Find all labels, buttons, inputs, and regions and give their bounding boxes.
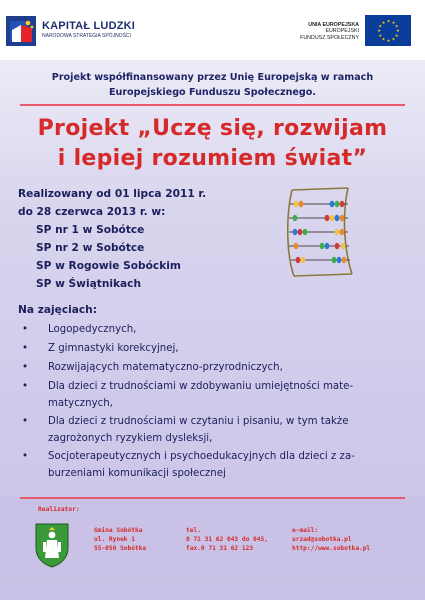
- project-title-line2: i lepiej rozumiem świat”: [57, 146, 368, 171]
- footer-phone-line3: fax.0 71 31 62 123: [186, 545, 254, 552]
- school-item: SP w Świątnikach: [36, 278, 142, 290]
- class-item-text: Dla dzieci z trudnościami w zdobywaniu umiejętności mate-: [48, 381, 354, 392]
- class-item-text: Dla dzieci z trudnościami w czytaniu i pisaniu, w tym także: [48, 416, 349, 427]
- divider-top: [20, 104, 405, 106]
- footer-address-line3: 55-050 Sobótka: [94, 545, 147, 552]
- header-bar: [0, 0, 425, 60]
- eu-label-line2: EUROPEJSKI: [325, 28, 359, 35]
- svg-text:★: ★: [391, 19, 396, 25]
- abacus-icon: [282, 184, 362, 282]
- svg-text:★: ★: [377, 28, 381, 34]
- cofinance-line2: Europejskiego Funduszu Społecznego.: [108, 87, 317, 98]
- eu-flag-icon: [365, 15, 411, 46]
- class-item-text: Logopedycznych,: [48, 324, 137, 335]
- intro-line1: Realizowany od 01 lipca 2011 r.: [18, 188, 207, 200]
- class-item-text: Socjoterapeutycznych i psychoedukacyjnych dla dzieci z za-: [48, 451, 355, 462]
- kapital-ludzki-title: KAPITAŁ LUDZKI: [42, 20, 136, 32]
- school-item: SP nr 2 w Sobótce: [36, 242, 145, 254]
- svg-text:★: ★: [386, 38, 391, 43]
- eu-label-line3: FUNDUSZ SPOŁECZNY: [300, 34, 359, 41]
- school-item: SP nr 1 w Sobótce: [36, 224, 145, 236]
- svg-text:★: ★: [394, 23, 399, 29]
- divider-bottom: [20, 497, 405, 499]
- bullet-icon: •: [22, 324, 29, 335]
- bullet-icon: •: [22, 362, 29, 373]
- svg-text:★: ★: [381, 36, 386, 42]
- bullet-icon: •: [22, 381, 29, 392]
- intro-line2: do 28 czerwca 2013 r. w:: [18, 206, 166, 218]
- footer-label: Realizator:: [38, 506, 80, 513]
- classes-heading: Na zajęciach:: [18, 304, 97, 316]
- class-item-continuation: matycznych,: [48, 398, 113, 409]
- class-item-text: Z gimnastyki korekcyjnej,: [48, 343, 179, 354]
- class-item-continuation: burzeniami komunikacji społecznej: [48, 468, 226, 479]
- svg-text:★: ★: [386, 18, 391, 24]
- svg-text:★: ★: [391, 36, 396, 42]
- eu-label: [300, 22, 359, 41]
- project-title-line1: Projekt „Uczę się, rozwijam: [37, 116, 388, 141]
- class-item-text: Rozwijających matematyczno-przyrodniczych,: [48, 362, 283, 373]
- svg-text:★: ★: [394, 33, 399, 38]
- school-item: SP w Rogowie Sobóckim: [36, 260, 181, 272]
- kapital-ludzki-subtitle: NARODOWA STRATEGIA SPÓJNOŚCI: [42, 33, 131, 39]
- footer-email-link[interactable]: urzad@sobotka.pl: [292, 536, 352, 543]
- footer-contact-line1: e-mail:: [292, 527, 319, 534]
- svg-text:★: ★: [378, 33, 383, 38]
- svg-text:★: ★: [378, 23, 383, 29]
- bullet-icon: •: [22, 416, 29, 427]
- kapital-ludzki-logo-icon: [6, 16, 36, 46]
- class-item-continuation: zagrożonych ryzykiem dysleksji,: [48, 433, 213, 444]
- footer-address: [94, 526, 146, 553]
- footer-phone: [186, 526, 268, 553]
- svg-text:★: ★: [381, 19, 386, 25]
- footer-address-line2: ul. Rynek 1: [94, 536, 135, 543]
- eu-label-line1: UNIA EUROPEJSKA: [308, 22, 359, 28]
- footer-phone-line1: tel.: [186, 527, 201, 534]
- cofinance-line1: Projekt współfinansowany przez Unię Europejską w ramach: [51, 72, 374, 83]
- svg-text:★: ★: [396, 28, 400, 34]
- footer-contact: [292, 526, 370, 553]
- bullet-icon: •: [22, 451, 29, 462]
- footer-address-line1: Gmina Sobótka: [94, 527, 143, 534]
- footer-website-link[interactable]: http://www.sobotka.pl: [292, 545, 371, 552]
- coat-of-arms-icon: [34, 522, 70, 568]
- footer-phone-line2: 0 71 31 62 043 do 045,: [186, 536, 268, 543]
- bullet-icon: •: [22, 343, 29, 354]
